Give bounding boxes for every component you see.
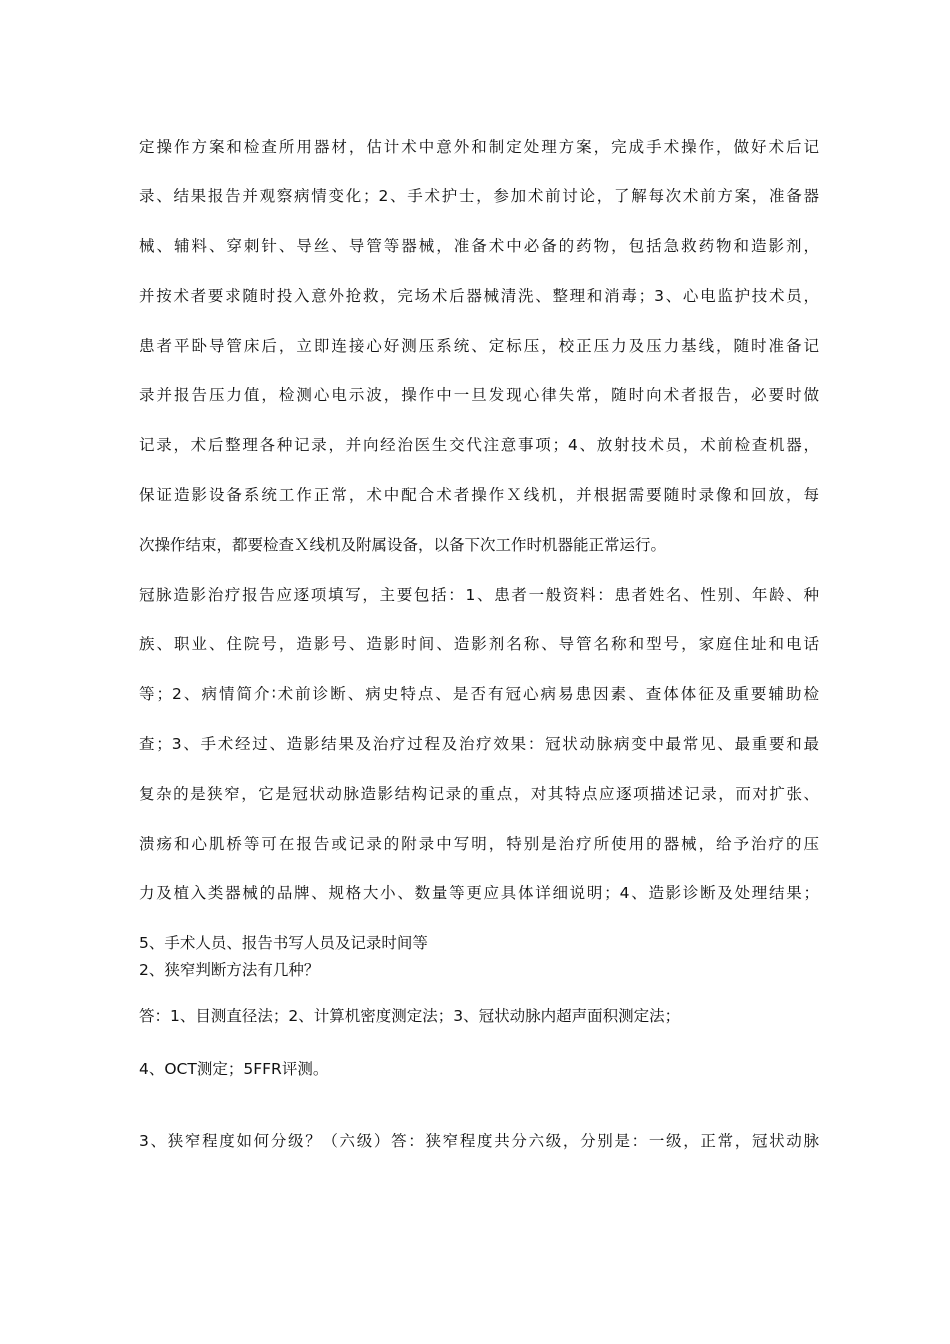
text-line-14: 复杂的是狭窄，它是冠状动脉造影结构记录的重点，对其特点应逐项描述记录，而对扩张、 bbox=[139, 785, 819, 803]
text-line-3: 械、辅料、穿刺针、导丝、导管等器械，准备术中必备的药物，包括急救药物和造影剂， bbox=[139, 237, 819, 255]
text-line-8: 保证造影设备系统工作正常，术中配合术者操作Ｘ线机，并根据需要随时录像和回放，每 bbox=[139, 486, 819, 504]
text-line-16: 力及植入类器械的品牌、规格大小、数量等更应具体详细说明；4、造影诊断及处理结果； bbox=[139, 884, 819, 902]
text-line-17: 5、手术人员、报告书写人员及记录时间等 bbox=[139, 934, 428, 952]
text-line-1: 定操作方案和检查所用器材，估计术中意外和制定处理方案，完成手术操作，做好术后记 bbox=[139, 138, 819, 156]
text-line-9: 次操作结束，都要检查Ｘ线机及附属设备，以备下次工作时机器能正常运行。 bbox=[139, 536, 667, 554]
text-line-10: 冠脉造影治疗报告应逐项填写，主要包括：1、患者一般资料：患者姓名、性别、年龄、种 bbox=[139, 586, 819, 604]
text-line-6: 录并报告压力值，检测心电示波，操作中一旦发现心律失常，随时向术者报告，必要时做 bbox=[139, 386, 819, 404]
text-line-2: 录、结果报告并观察病情变化；2、手术护士，参加术前讨论，了解每次术前方案，准备器 bbox=[139, 187, 819, 205]
text-line-11: 族、职业、住院号，造影号、造影时间、造影剂名称、导管名称和型号，家庭住址和电话 bbox=[139, 635, 819, 653]
answer-2-line-2: 4、OCT测定；5FFR评测。 bbox=[139, 1060, 329, 1078]
answer-2-line-1: 答：1、目测直径法；2、计算机密度测定法；3、冠状动脉内超声面积测定法； bbox=[139, 1007, 681, 1025]
question-3-line: 3、狭窄程度如何分级？（六级）答：狭窄程度共分六级，分别是：一级，正常，冠状动脉 bbox=[139, 1132, 819, 1150]
text-line-4: 并按术者要求随时投入意外抢救，完场术后器械清洗、整理和消毒；3、心电监护技术员， bbox=[139, 287, 819, 305]
text-line-13: 查；3、手术经过、造影结果及治疗过程及治疗效果：冠状动脉病变中最常见、最重要和最 bbox=[139, 735, 819, 753]
text-line-12: 等；2、病情简介∶术前诊断、病史特点、是否有冠心病易患因素、查体体征及重要辅助检 bbox=[139, 685, 819, 703]
question-2-heading: 2、狭窄判断方法有几种？ bbox=[139, 961, 320, 979]
text-line-7: 记录，术后整理各种记录，并向经治医生交代注意事项；4、放射技术员，术前检查机器， bbox=[139, 436, 819, 454]
text-line-15: 溃疡和心肌桥等可在报告或记录的附录中写明，特别是治疗所使用的器械，给予治疗的压 bbox=[139, 835, 819, 853]
text-line-5: 患者平卧导管床后，立即连接心好测压系统、定标压，校正压力及压力基线，随时准备记 bbox=[139, 337, 819, 355]
